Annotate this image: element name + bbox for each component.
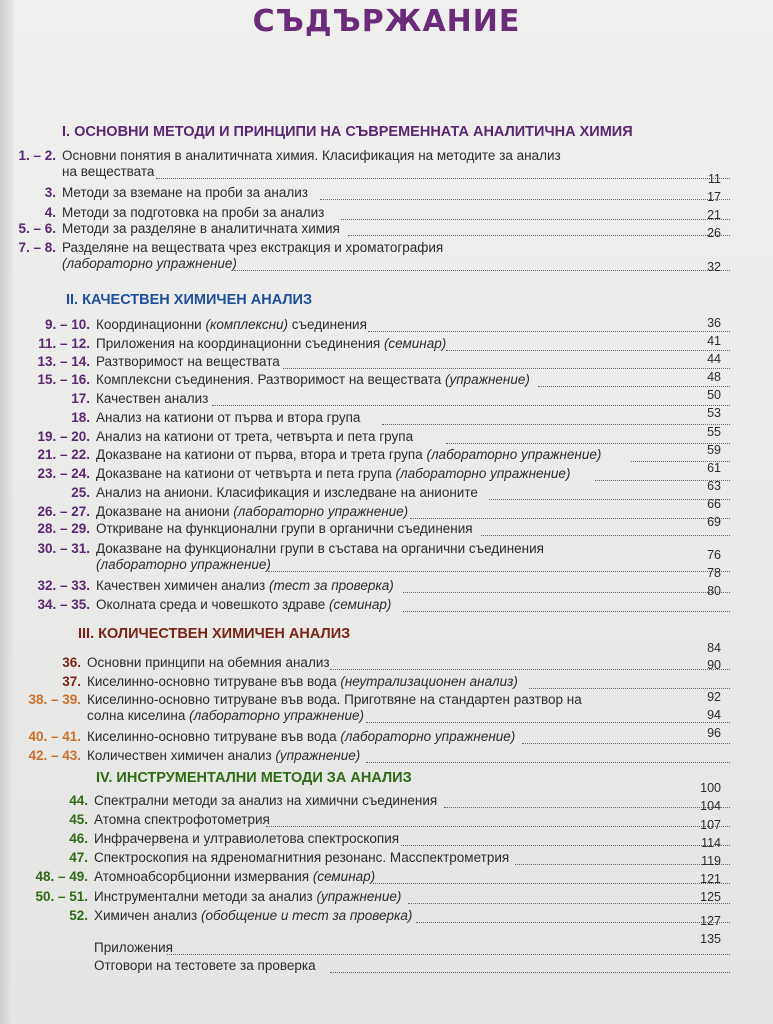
dot-leader bbox=[268, 571, 730, 572]
entry-title: Атомна спектрофотометрия bbox=[94, 812, 270, 827]
entry-title: Разделяне на веществата чрез екстракция и хроматография bbox=[62, 240, 444, 255]
entry-page-number: 119 bbox=[701, 854, 721, 868]
entry-number: 42. – 43. bbox=[28, 748, 81, 763]
entry-title-continued: на веществата bbox=[62, 164, 155, 179]
toc-entry[interactable] bbox=[0, 793, 773, 813]
entry-number: 47. bbox=[69, 850, 88, 865]
dot-leader bbox=[266, 826, 730, 827]
dot-leader bbox=[401, 845, 730, 846]
entry-page-number: 66 bbox=[707, 497, 721, 511]
toc-entry[interactable] bbox=[0, 221, 773, 241]
toc-entry[interactable] bbox=[0, 485, 773, 505]
entry-note: (лабораторно упражнение) bbox=[395, 466, 571, 481]
entry-number: 38. – 39. bbox=[28, 692, 81, 707]
entry-title: Количествен химичен анализ (упражнение) bbox=[87, 748, 361, 763]
entry-title: Качествен анализ bbox=[96, 391, 209, 406]
entry-note: (комплексни) bbox=[205, 317, 289, 332]
toc-entry[interactable] bbox=[0, 908, 773, 928]
entry-title: Киселинно-основно титруване във вода (лабораторно упражнение) bbox=[87, 729, 516, 744]
entry-page-number: 63 bbox=[707, 479, 721, 493]
entry-title: Приложения на координационни съединения (семинар) bbox=[96, 336, 447, 351]
toc-entry[interactable] bbox=[0, 889, 773, 909]
entry-page-number: 127 bbox=[700, 914, 721, 928]
dot-leader bbox=[529, 688, 730, 689]
section-title: III. КОЛИЧЕСТВЕН ХИМИЧЕН АНАЛИЗ bbox=[78, 626, 351, 642]
entry-page-number: 36 bbox=[707, 316, 721, 330]
entry-page-number: 92 bbox=[707, 690, 721, 704]
entry-title-continued: солна киселина (лабораторно упражнение) bbox=[87, 708, 364, 723]
toc-entry[interactable] bbox=[0, 940, 773, 960]
entry-page-number: 11 bbox=[708, 172, 721, 186]
entry-page-number: 94 bbox=[707, 708, 721, 722]
entry-title: Атомноабсорбционни измервания (семинар) bbox=[94, 869, 376, 884]
entry-page-number: 69 bbox=[707, 515, 721, 529]
entry-note: (неутрализационен анализ) bbox=[340, 674, 518, 689]
entry-page-number: 100 bbox=[700, 781, 721, 795]
entry-title: Разтворимост на веществата bbox=[96, 354, 280, 369]
entry-number: 36. bbox=[62, 655, 81, 670]
dot-leader bbox=[341, 219, 730, 220]
entry-title: Химичен анализ (обобщение и тест за проверка) bbox=[94, 908, 413, 923]
entry-page-number: 44 bbox=[707, 352, 721, 366]
toc-entry[interactable] bbox=[0, 410, 773, 430]
toc-entry[interactable] bbox=[0, 336, 773, 356]
entry-number: 30. – 31. bbox=[37, 541, 90, 556]
dot-leader bbox=[368, 331, 730, 332]
entry-page-number: 78 bbox=[707, 566, 721, 580]
entry-title: Методи за вземане на проби за анализ bbox=[62, 185, 308, 200]
entry-number: 45. bbox=[69, 812, 88, 827]
entry-note: (тест за проверка) bbox=[268, 578, 394, 593]
toc-entry[interactable] bbox=[0, 831, 773, 851]
entry-number: 19. – 20. bbox=[37, 429, 90, 444]
toc-entry[interactable] bbox=[0, 674, 773, 694]
entry-page-number: 32 bbox=[707, 260, 721, 274]
entry-number: 28. – 29. bbox=[37, 521, 90, 536]
entry-number: 48. – 49. bbox=[35, 869, 88, 884]
dot-leader bbox=[167, 954, 730, 955]
entry-note: (лабораторно упражнение) bbox=[62, 256, 237, 271]
toc-entry[interactable] bbox=[0, 729, 773, 749]
entry-title: Анализ на аниони. Класификация и изследване на анионите bbox=[96, 485, 478, 500]
entry-page-number: 41 bbox=[707, 334, 721, 348]
entry-page-number: 80 bbox=[707, 584, 721, 598]
entry-page-number: 104 bbox=[700, 799, 721, 813]
toc-entry[interactable] bbox=[0, 521, 773, 541]
entry-page-number: 21 bbox=[707, 208, 721, 222]
entry-page-number: 114 bbox=[701, 836, 721, 850]
entry-page-number: 53 bbox=[707, 406, 721, 420]
entry-number: 25. bbox=[71, 485, 90, 500]
entry-title: Анализ на катиони от първа и втора група bbox=[96, 410, 361, 425]
entry-number: 34. – 35. bbox=[37, 597, 90, 612]
entry-title: Основни принципи на обемния анализ bbox=[87, 655, 330, 670]
entry-number: 26. – 27. bbox=[37, 504, 90, 519]
entry-title: Методи за разделяне в аналитичната химия bbox=[62, 221, 340, 236]
entry-note: (семинар) bbox=[329, 597, 392, 612]
dot-leader bbox=[366, 722, 730, 723]
dot-leader bbox=[373, 883, 730, 884]
entry-title: Киселинно-основно титруване във вода. Приготвяне на стандартен разтвор на bbox=[87, 692, 582, 707]
entry-number: 4. bbox=[44, 205, 56, 220]
dot-leader bbox=[416, 922, 730, 923]
entry-page-number: 17 bbox=[707, 190, 721, 204]
entry-title: Комплексни съединения. Разтворимост на веществата (упражнение) bbox=[96, 372, 530, 387]
dot-leader bbox=[522, 743, 730, 744]
entry-title-continued bbox=[96, 557, 271, 572]
entry-page-number: 90 bbox=[707, 658, 721, 672]
entry-page-number: 55 bbox=[707, 425, 721, 439]
entry-page-number: 48 bbox=[707, 370, 721, 384]
entry-note: (семинар) bbox=[383, 336, 447, 351]
toc-entry[interactable] bbox=[0, 597, 773, 617]
entry-number: 13. – 14. bbox=[37, 354, 90, 369]
entry-title: Анализ на катиони от трета, четвърта и пета група bbox=[96, 429, 414, 444]
toc-entry[interactable] bbox=[0, 812, 773, 832]
toc-entry[interactable] bbox=[0, 447, 773, 467]
entry-page-number: 26 bbox=[707, 226, 721, 240]
entry-note: (лабораторно упражнение) bbox=[189, 708, 364, 723]
entry-number: 52. bbox=[69, 908, 88, 923]
dot-leader bbox=[320, 199, 730, 200]
entry-number: 32. – 33. bbox=[37, 578, 90, 593]
dot-leader bbox=[382, 424, 730, 425]
entry-page-number: 59 bbox=[707, 443, 721, 457]
section-title: IV. ИНСТРУМЕНТАЛНИ МЕТОДИ ЗА АНАЛИЗ bbox=[96, 770, 412, 786]
toc-entry[interactable] bbox=[0, 354, 773, 374]
dot-leader bbox=[234, 270, 730, 271]
dot-leader bbox=[330, 972, 730, 973]
entry-title: Доказване на катиони от първа, втора и трета група (лабораторно упражнение) bbox=[96, 447, 602, 462]
entry-title-continued bbox=[62, 256, 237, 271]
dot-leader bbox=[156, 178, 730, 179]
entry-page-number: 84 bbox=[707, 641, 721, 655]
entry-title: Доказване на аниони (лабораторно упражнение) bbox=[96, 504, 409, 519]
toc-entry[interactable] bbox=[0, 578, 773, 598]
entry-number: 46. bbox=[69, 831, 88, 846]
dot-leader bbox=[283, 368, 730, 369]
entry-title: Откриване на функционални групи в органични съединения bbox=[96, 521, 473, 536]
toc-entry[interactable] bbox=[0, 850, 773, 870]
entry-number: 9. – 10. bbox=[44, 317, 90, 332]
toc-entry[interactable] bbox=[0, 466, 773, 486]
entry-number: 17. bbox=[71, 391, 90, 406]
dot-leader bbox=[410, 518, 730, 519]
entry-title: Спектрални методи за анализ на химични съединения bbox=[94, 793, 438, 808]
entry-page-number: 61 bbox=[707, 461, 721, 475]
entry-note: (лабораторно упражнение) bbox=[96, 557, 271, 572]
entry-title: Качествен химичен анализ (тест за проверка) bbox=[96, 578, 394, 593]
entry-number: 21. – 22. bbox=[37, 447, 90, 462]
entry-number: 3. bbox=[44, 185, 56, 200]
entry-title: Околната среда и човешкото здраве (семинар) bbox=[96, 597, 392, 612]
entry-number: 7. – 8. bbox=[18, 240, 56, 255]
entry-number: 40. – 41. bbox=[28, 729, 81, 744]
toc-entry[interactable] bbox=[0, 185, 773, 205]
toc-entry[interactable] bbox=[0, 429, 773, 449]
entry-note: (упражнение) bbox=[275, 748, 361, 763]
entry-title: Координационни (комплексни) съединения bbox=[96, 317, 367, 332]
toc-entry[interactable] bbox=[0, 372, 773, 392]
page-title: СЪДЪРЖАНИЕ bbox=[252, 4, 521, 39]
entry-title: Доказване на катиони от четвърта и пета група (лабораторно упражнение) bbox=[96, 466, 571, 481]
entry-number: 11. – 12. bbox=[38, 336, 90, 351]
entry-number: 1. – 2. bbox=[18, 148, 56, 163]
toc-entry[interactable] bbox=[0, 958, 773, 978]
entry-note: (лабораторно упражнение) bbox=[233, 504, 409, 519]
dot-leader bbox=[538, 386, 730, 387]
dot-leader bbox=[408, 903, 730, 904]
entry-note: (семинар) bbox=[312, 869, 376, 884]
entry-page-number: 76 bbox=[707, 548, 721, 562]
entry-number: 50. – 51. bbox=[35, 889, 88, 904]
entry-page-number: 50 bbox=[707, 388, 721, 402]
toc-entry[interactable] bbox=[0, 541, 773, 572]
dot-leader bbox=[403, 611, 730, 612]
dot-leader bbox=[330, 669, 730, 670]
entry-page-number: 125 bbox=[700, 890, 721, 904]
entry-title: Инфрачервена и ултравиолетова спектроскопия bbox=[94, 831, 400, 846]
entry-page-number: 135 bbox=[700, 932, 721, 946]
entry-number: 23. – 24. bbox=[37, 466, 90, 481]
toc-entry[interactable] bbox=[0, 869, 773, 889]
toc-entry[interactable] bbox=[0, 391, 773, 411]
entry-page-number: 121 bbox=[700, 872, 721, 886]
dot-leader bbox=[212, 405, 730, 406]
entry-title: Основни понятия в аналитичната химия. Класификация на методите за анализ bbox=[62, 148, 561, 163]
dot-leader bbox=[481, 535, 730, 536]
entry-title: Методи за подготовка на проби за анализ bbox=[62, 205, 325, 220]
toc-entry[interactable] bbox=[0, 655, 773, 675]
entry-number: 44. bbox=[69, 793, 88, 808]
dot-leader bbox=[366, 762, 730, 763]
toc-entry[interactable] bbox=[0, 317, 773, 337]
entry-page-number: 107 bbox=[700, 818, 721, 832]
entry-number: 18. bbox=[71, 410, 90, 425]
entry-number: 5. – 6. bbox=[18, 221, 56, 236]
entry-number: 15. – 16. bbox=[37, 372, 90, 387]
entry-title: Киселинно-основно титруване във вода (неутрализационен анализ) bbox=[87, 674, 518, 689]
entry-note: (лабораторно упражнение) bbox=[426, 447, 602, 462]
entry-title: Спектроскопия на ядреномагнитния резонанс. Масспектрометрия bbox=[94, 850, 510, 865]
dot-leader bbox=[348, 235, 730, 236]
section-title: II. КАЧЕСТВЕН ХИМИЧЕН АНАЛИЗ bbox=[66, 292, 313, 308]
entry-page-number: 96 bbox=[707, 726, 721, 740]
entry-note: (обобщение и тест за проверка) bbox=[200, 908, 413, 923]
dot-leader bbox=[403, 592, 730, 593]
entry-note: (лабораторно упражнение) bbox=[340, 729, 516, 744]
entry-note: (упражнение) bbox=[445, 372, 530, 387]
entry-note: (упражнение) bbox=[316, 889, 402, 904]
entry-title: Доказване на функционални групи в състава на органични съединения bbox=[96, 541, 544, 556]
dot-leader bbox=[446, 350, 730, 351]
entry-title: Приложения bbox=[94, 940, 173, 955]
entry-title: Отговори на тестовете за проверка bbox=[94, 958, 316, 973]
entry-title: Инструментални методи за анализ (упражнение) bbox=[94, 889, 402, 904]
section-title: I. ОСНОВНИ МЕТОДИ И ПРИНЦИПИ НА СЪВРЕМЕННАТА АНАЛИТИЧНА ХИМИЯ bbox=[62, 124, 633, 140]
toc-entry[interactable] bbox=[0, 748, 773, 768]
entry-number: 37. bbox=[62, 674, 81, 689]
